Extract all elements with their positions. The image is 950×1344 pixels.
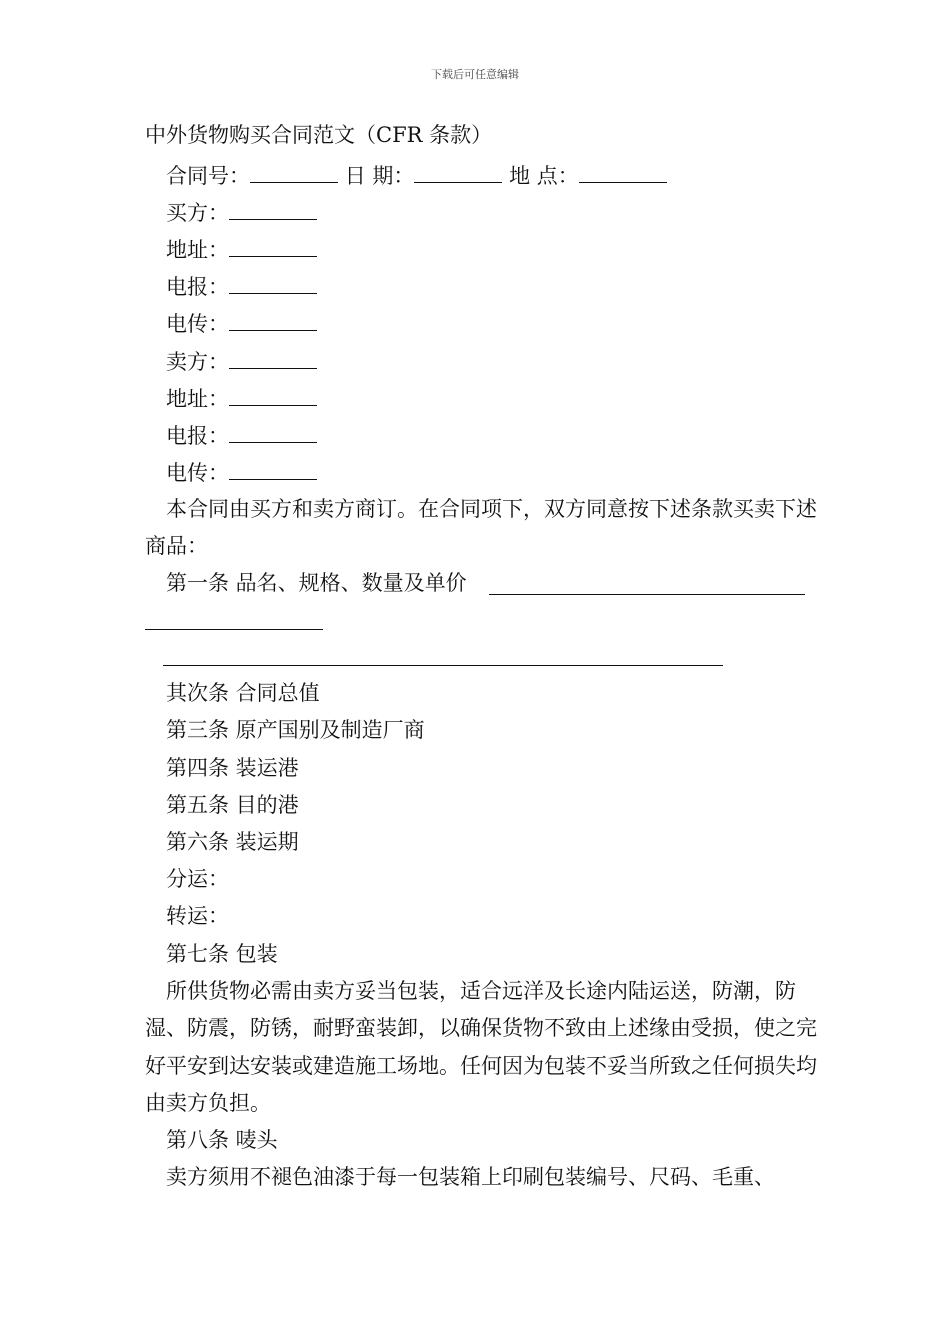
buyer-address-blank (229, 236, 317, 257)
buyer-telegram-row (166, 273, 317, 300)
date-label: 日 期： (344, 164, 415, 188)
partial-shipment-label: 分运： (166, 867, 229, 891)
seller-fax-label: 电传： (166, 461, 229, 485)
seller-address-row (166, 385, 317, 412)
transshipment-label: 转运： (166, 904, 229, 928)
buyer-row (166, 199, 317, 226)
contract-no-label: 合同号： (166, 164, 250, 188)
packing-paragraph: 所供货物必需由卖方妥当包装，适合远洋及长途内陆运送，防潮，防湿、防震，防锈，耐野蛮装卸，以确保货物不致由上述缘由受损，使之完好平安到达安装或建造施工场地。任何因为包装不妥当所致之任何损失均由卖方负担。 (145, 979, 817, 1115)
article-5-heading: 第五条 目的港 (166, 793, 299, 817)
seller-label: 卖方： (166, 350, 229, 374)
seller-telegram-label: 电报： (166, 424, 229, 448)
seller-telegram-row (166, 422, 317, 449)
contract-info-row (166, 162, 667, 189)
seller-address-label: 地址： (166, 387, 229, 411)
seller-telegram-blank (229, 422, 317, 443)
buyer-telegram-blank (229, 273, 317, 294)
article-1-blank-continued (145, 629, 323, 630)
page-header: 下载后可任意编辑 (431, 68, 519, 81)
place-label: 地 点： (509, 164, 579, 188)
marks-paragraph: 卖方须用不褪色油漆于每一包装箱上印刷包装编号、尺码、毛重、 (166, 1165, 775, 1189)
buyer-fax-blank (229, 310, 317, 331)
article-1-heading: 第一条 品名、规格、数量及单价 (166, 571, 467, 595)
buyer-blank (229, 199, 317, 220)
contract-no-blank (250, 162, 338, 183)
article-1-blank-line (163, 665, 723, 666)
seller-fax-blank (229, 459, 317, 480)
seller-row (166, 348, 317, 375)
seller-fax-row (166, 459, 317, 486)
seller-blank (229, 348, 317, 369)
place-blank (579, 162, 667, 183)
article-1-blank (489, 594, 805, 595)
article-2-heading: 其次条 合同总值 (166, 681, 320, 705)
buyer-telegram-label: 电报： (166, 275, 229, 299)
buyer-fax-row (166, 310, 317, 337)
document-title: 中外货物购买合同范文（CFR 条款） (145, 123, 493, 147)
article-3-heading: 第三条 原产国别及制造厂商 (166, 718, 425, 742)
article-8-heading: 第八条 唛头 (166, 1128, 278, 1152)
date-blank (414, 162, 502, 183)
intro-paragraph: 本合同由买方和卖方商订。在合同项下，双方同意按下述条款买卖下述商品： (145, 497, 817, 559)
article-4-heading: 第四条 装运港 (166, 756, 299, 780)
buyer-address-row (166, 236, 317, 263)
buyer-address-label: 地址： (166, 238, 229, 262)
article-7-heading: 第七条 包装 (166, 942, 278, 966)
article-6-heading: 第六条 装运期 (166, 830, 299, 854)
buyer-label: 买方： (166, 201, 229, 225)
seller-address-blank (229, 385, 317, 406)
buyer-fax-label: 电传： (166, 312, 229, 336)
